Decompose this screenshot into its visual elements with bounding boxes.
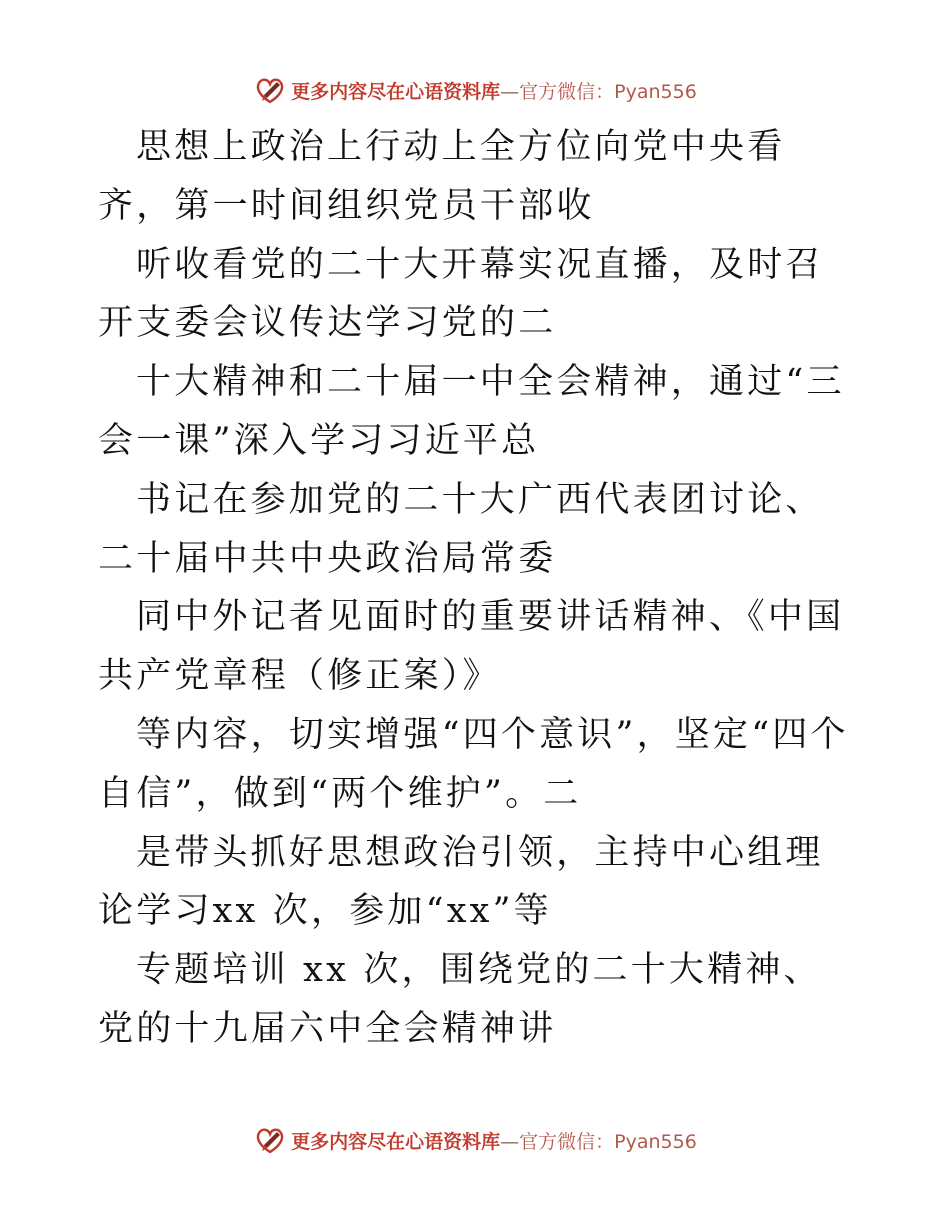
paragraph-line: 听收看党的二十大开幕实况直播，及时召开支委 [98,244,824,344]
paragraph-line: 时间组织党员干部收 [250,185,595,226]
paragraph [98,236,858,354]
footer-watermark [0,1120,950,1160]
paragraph-line: 等内容，切实增强“四个意识”，坚定“四个自 [98,714,849,814]
watermark-text: 更多内容尽在心语资料库—官方微信：Pyan556 [291,80,697,103]
paragraph [98,471,858,589]
paragraph-line: 九届六中全会精神讲 [212,1008,557,1049]
paragraph-line: 会议传达学习党的二 [212,303,557,344]
paragraph-line: 党章程（修正案）》 [174,656,501,697]
paragraph-line: 书记在参加党的二十大广西代表团讨论、二十届 [98,479,824,579]
paragraph-line: 信”，做到“两个维护”。二 [136,773,582,814]
paragraph-line: 十大精神和二十届一中全会精神，通过“三会一 [98,362,845,461]
paragraph [98,824,858,942]
paragraph-line: 中共中央政治局常委 [212,538,557,579]
heart-pen-logo-icon [253,73,287,107]
paragraph [98,118,858,236]
paragraph [98,588,858,706]
heart-pen-logo-icon [253,1123,287,1157]
watermark-text: 更多内容尽在心语资料库—官方微信：Pyan556 [291,1130,697,1153]
paragraph-line: 课”深入学习习近平总 [174,420,540,461]
paragraph [98,941,858,1059]
paragraph [98,353,858,471]
paragraph [98,706,858,824]
paragraph-line: 是带头抓好思想政治引领，主持中心组理论学习 [98,832,824,932]
paragraph-line: 专题培训 xx 次，围绕党的二十大精神、党的十 [98,950,822,1049]
paragraph-line: xx 次，参加“xx”等 [212,891,552,932]
paragraph-line: 同中外记者见面时的重要讲话精神、《中国共产 [98,597,845,697]
header-watermark [0,70,950,110]
document-body [98,118,858,1059]
paragraph-line: 思想上政治上行动上全方位向党中央看齐，第一 [98,127,786,226]
